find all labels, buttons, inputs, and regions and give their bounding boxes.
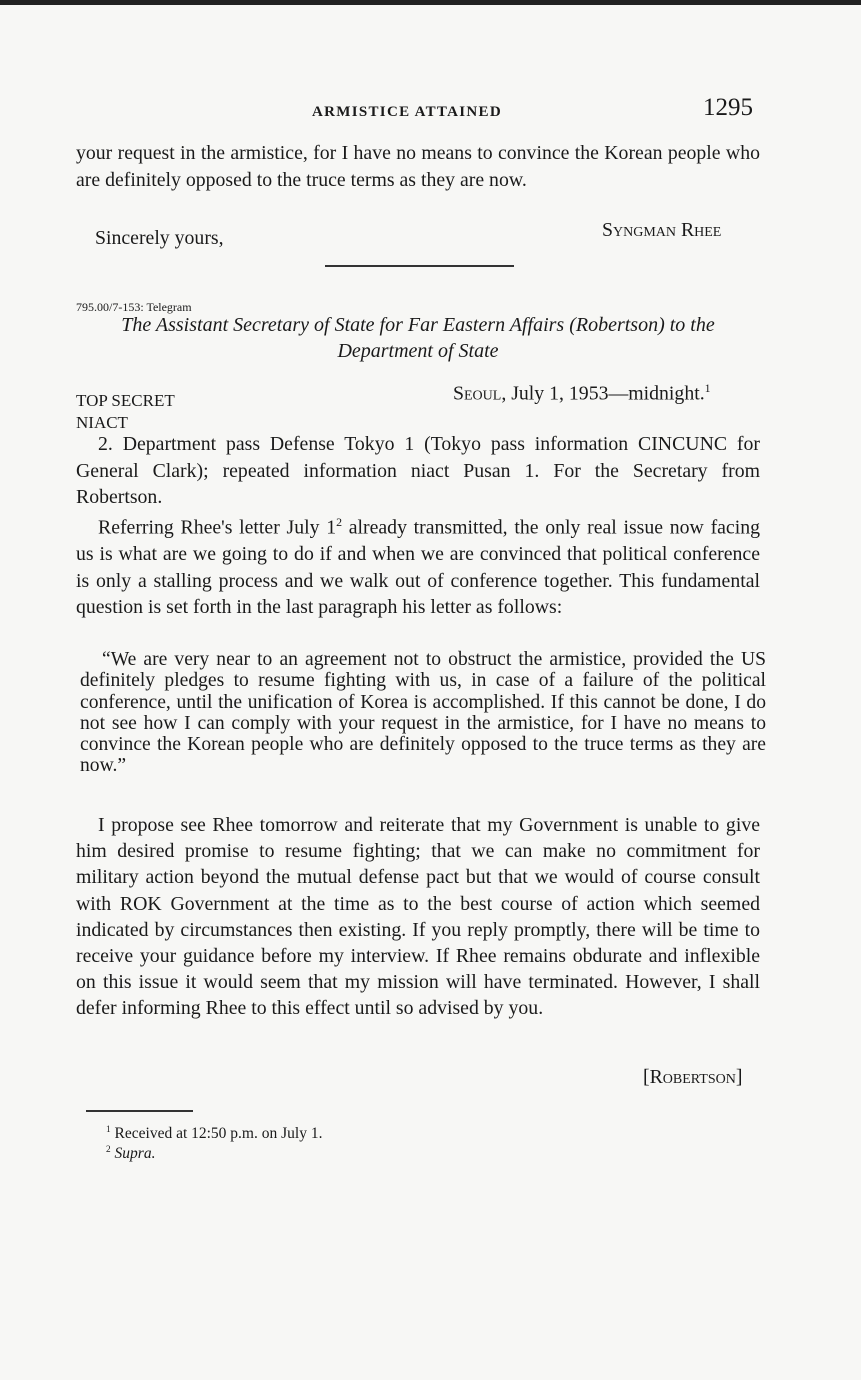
page-number: 1295 xyxy=(703,94,753,121)
page-top-edge xyxy=(0,0,861,5)
continuation-paragraph: your request in the armistice, for I have no means to convince the Korean people who are definitely opposed to the truce terms as they are now. xyxy=(76,142,760,191)
paragraph-1: 2. Department pass Defense Tokyo 1 (Tokyo pass information CINCUNC for General Clark); repeated information niact Pusan 1. For the Secretary from Robertson. xyxy=(76,433,760,508)
file-number: 795.00/7-153: Telegram xyxy=(76,300,192,314)
running-head: ARMISTICE ATTAINED xyxy=(312,104,502,120)
date: , July 1, 1953—midnight. xyxy=(501,382,705,405)
classification: TOP SECRET xyxy=(76,391,175,410)
signer: Syngman Rhee xyxy=(602,219,722,241)
footnote-2 xyxy=(106,1140,155,1164)
paragraph-2-rest: already transmitted, the only real issue now facing us is what are we going to do if and when we are convinced that political conference is only a stalling process and we walk out of conference together. This fundamental question is set forth in the last paragraph his letter as follows: xyxy=(76,516,760,619)
section-divider xyxy=(325,265,514,267)
footnote-divider xyxy=(86,1110,193,1112)
dateline xyxy=(453,381,711,406)
place: Seoul xyxy=(453,382,502,405)
footnote-1-text: Received at 12:50 p.m. on July 1. xyxy=(114,1125,323,1143)
paragraph-3: I propose see Rhee tomorrow and reiterate that my Government is unable to give him desired promise to resume fighting; that we can make no commitment for military action beyond the mutual defense pact but that we would of course consult with ROK Government at the time as to the best course of action which seemed indicated by circumstances then existing. If you reply promptly, there will be time to receive your guidance before my interview. If Rhee remains obdurate and inflexible on this issue it would seem that my mission will have terminated. However, I shall defer informing Rhee to this effect until so advised by you. xyxy=(76,814,760,1020)
closing: Sincerely yours, xyxy=(95,227,224,249)
footnote-ref-1: 1 xyxy=(704,381,711,395)
paragraph-2-start: Referring Rhee's letter July 1 xyxy=(98,516,337,539)
footnote-ref-2: 2 xyxy=(336,515,343,529)
document-title: The Assistant Secretary of State for Far Eastern Affairs (Robertson) to the Department of State xyxy=(121,314,715,362)
signature: [Robertson] xyxy=(643,1066,743,1088)
classification-block xyxy=(76,390,175,434)
quoted-letter: “We are very near to an agreement not to obstruct the armistice, provided the US definitely pledges to resume fighting with us, in case of a failure of the political conference, until the unification of Korea is accomplished. If this cannot be done, I do not see how I can comply with your request in the armistice, for I have no means to convince the Korean people who are definitely opposed to the truce terms as they are now.” xyxy=(80,649,766,777)
paragraph-2 xyxy=(76,509,760,621)
precedence: NIACT xyxy=(76,413,128,432)
footnote-2-marker: 2 xyxy=(106,1145,111,1155)
footnote-1-marker: 1 xyxy=(106,1125,111,1135)
footnote-2-text: Supra. xyxy=(114,1145,156,1163)
